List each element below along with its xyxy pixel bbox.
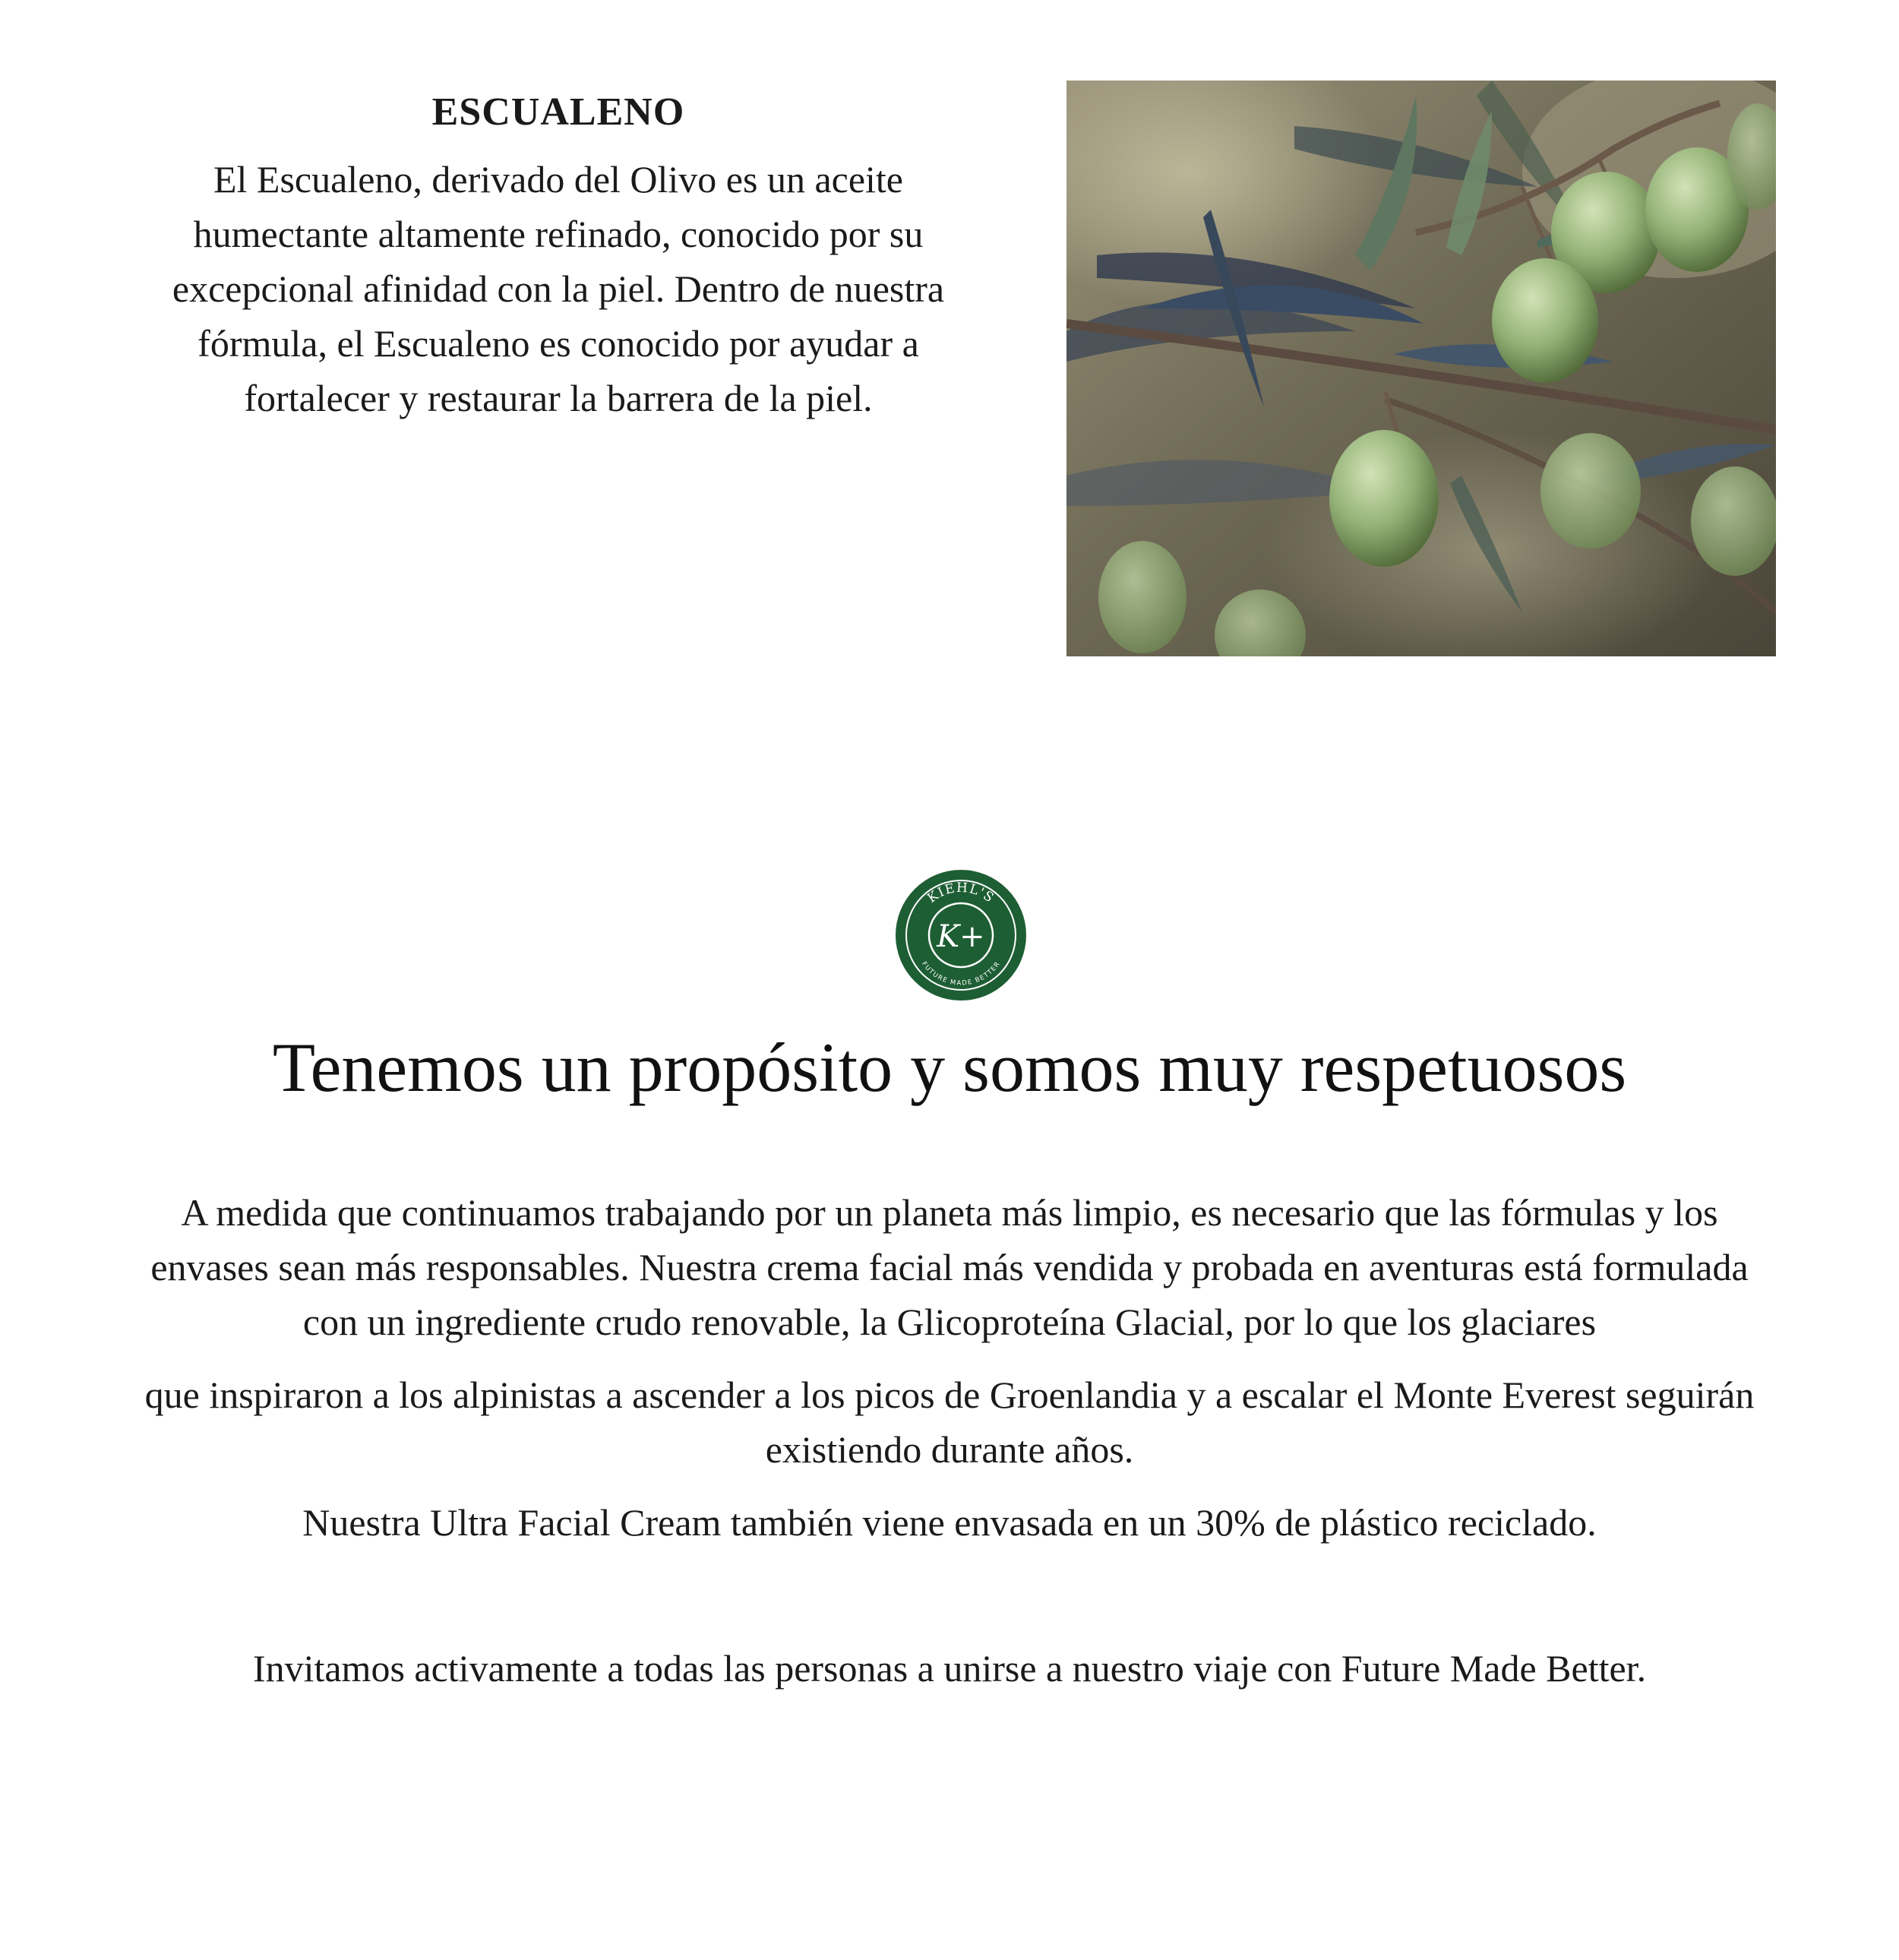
logo-tagline: FUTURE MADE BETTER bbox=[920, 960, 1002, 988]
kiehls-seal-icon bbox=[895, 869, 1027, 1001]
everest-paragraph: que inspiraron a los alpinistas a ascender a los picos de Groenlandia y a escalar el Monte Everest seguirán existiendo durante años. bbox=[144, 1374, 1755, 1471]
logo-name: KIEHL'S bbox=[924, 880, 997, 906]
olive-branch-photo-icon bbox=[1066, 81, 1776, 656]
ingredient-title: ESCUALENO bbox=[431, 90, 685, 134]
logo-monogram: K+ bbox=[937, 919, 985, 954]
brand-logo bbox=[895, 869, 1027, 1001]
ingredient-section bbox=[122, 82, 995, 425]
purpose-body bbox=[122, 1185, 1777, 1696]
purpose-heading: Tenemos un propósito y somos muy respetuosos bbox=[272, 1029, 1627, 1106]
invitation-paragraph: Invitamos activamente a todas las personas a unirse a nuestro viaje con Future Made Better. bbox=[252, 1647, 1647, 1690]
olive-branch-image bbox=[1066, 81, 1776, 656]
ingredient-description: El Escualeno, derivado del Olivo es un aceite humectante altamente refinado, conocido por su excepcional afinidad con la piel. Dentro de nuestra fórmula, el Escualeno es conocido por ayudar a fortalecer y restaurar la barrera de la piel. bbox=[172, 158, 945, 419]
packaging-paragraph: Nuestra Ultra Facial Cream también viene envasada en un 30% de plástico reciclado. bbox=[302, 1501, 1597, 1544]
sustainability-paragraph: A medida que continuamos trabajando por un planeta más limpio, es necesario que las fórmulas y los envases sean más responsables. Nuestra crema facial más vendida y probada en aventuras está formulada con un ingrediente crudo renovable, la Glicoproteína Glacial, por lo que los glaciares bbox=[150, 1191, 1749, 1343]
